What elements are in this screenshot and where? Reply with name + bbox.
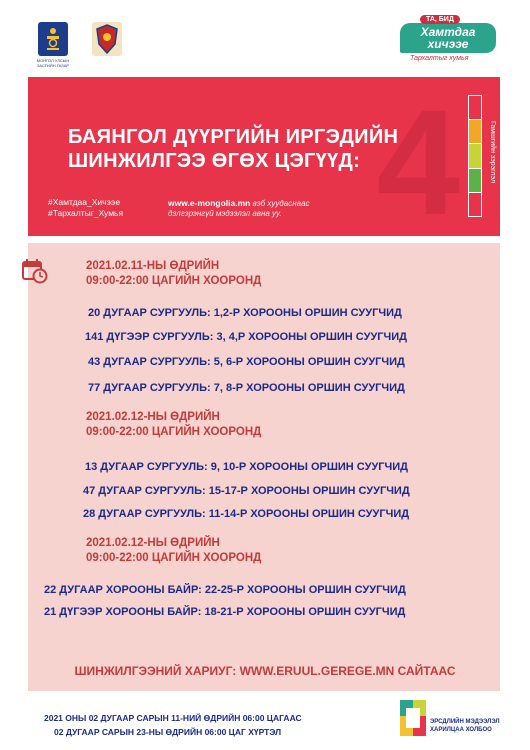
campaign-brand-logo <box>400 15 502 63</box>
session-time: 09:00-22:00 ЦАГИЙН ХООРОНД <box>86 552 262 564</box>
meter-segment <box>469 119 481 143</box>
brand-line1: Хамтдаа <box>420 25 476 39</box>
meter-label: Гамшгийн зэрэглэл <box>489 121 496 184</box>
list-item: 47 ДУГААР СУРГУУЛЬ: 15-17-Р ХОРООНЫ ОРШИН СУУГЧИД <box>83 485 410 497</box>
disaster-level-meter <box>468 95 482 217</box>
list-item: 141 ДҮГЭЭР СУРГУУЛЬ: 3, 4,Р ХОРООНЫ ОРШИН СУУГЧИД <box>85 331 407 343</box>
website-link[interactable]: www.e-mongolia.mn <box>168 198 251 208</box>
calendar-clock-icon <box>22 258 48 284</box>
session-date: 2021.02.12-НЫ ӨДРИЙН <box>86 411 220 423</box>
brand-tag: ТА, БИД <box>420 15 460 24</box>
list-item: 28 ДУГААР СУРГУУЛЬ: 11-14-Р ХОРООНЫ ОРШИН СУУГЧИД <box>83 508 410 520</box>
org-line2: ХАРИЛЦАА ХОЛБОО <box>430 727 492 733</box>
brand-subtitle: Тархалтыг хумья <box>410 55 469 62</box>
session-1-datetime <box>86 259 261 289</box>
meter-segment <box>469 96 481 119</box>
results-notice: ШИНЖИЛГЭЭНИЙ ХАРИУГ: WWW.ERUUL.GEREGE.MN САЙТААС <box>74 664 456 678</box>
session-2-datetime <box>86 410 261 440</box>
police-emblem-icon <box>92 22 122 56</box>
hashtag-2: #Тархалтыг_Хумья <box>48 208 124 218</box>
org-name <box>430 718 500 734</box>
top-logos <box>28 22 122 68</box>
website-text-2: дэлгэрэнгүй мэдээлэл авна уу. <box>168 209 282 218</box>
brand-line2: хичээе <box>427 37 469 51</box>
list-item: 43 ДУГААР СУРГУУЛЬ: 5, 6-Р ХОРООНЫ ОРШИН СУУГЧИД <box>88 356 405 368</box>
list-item: 77 ДУГААР СУРГУУЛЬ: 7, 8-Р ХОРООНЫ ОРШИН СУУГЧИД <box>88 382 405 394</box>
session-time: 09:00-22:00 ЦАГИЙН ХООРОНД <box>86 275 262 287</box>
hashtags <box>48 197 123 219</box>
list-item: 22 ДУГААР ХОРООНЫ БАЙР: 22-25-Р ХОРООНЫ ОРШИН СУУГЧИД <box>44 584 406 596</box>
title-line2: ШИНЖИЛГЭЭ ӨГӨХ ЦЭГҮҮД: <box>68 150 361 172</box>
org-line1: ЭРСДЛИЙН МЭДЭЭЛЭЛ <box>430 719 500 725</box>
website-note <box>168 198 310 219</box>
session-time: 09:00-22:00 ЦАГИЙН ХООРОНД <box>86 426 262 438</box>
brand-bubble <box>400 23 496 53</box>
validity-line1: 2021 ОНЫ 02 ДУГААР САРЫН 11-НИЙ ӨДРИЙН 06:00 ЦАГААС <box>44 713 302 723</box>
government-logo <box>28 22 78 68</box>
session-3-datetime <box>86 536 261 566</box>
org-logo-icon <box>400 700 426 736</box>
meter-segment <box>469 143 481 167</box>
hashtag-1: #Хамтдаа_Хичээе <box>48 197 121 207</box>
meter-segment <box>469 192 481 216</box>
hero-big-number: 4 <box>376 78 460 236</box>
government-caption: МОНГОЛ УЛСЫН ЗАСГИЙН ГАЗАР <box>36 58 70 68</box>
soyombo-emblem-icon <box>38 22 68 56</box>
validity-period <box>44 711 302 739</box>
list-item: 13 ДУГААР СУРГУУЛЬ: 9, 10-Р ХОРООНЫ ОРШИН СУУГЧИД <box>85 461 409 473</box>
list-item: 20 ДУГААР СУРГУУЛЬ: 1,2-Р ХОРООНЫ ОРШИН СУУГЧИД <box>88 307 402 319</box>
page-title <box>68 125 398 173</box>
title-line1: БАЯНГОЛ ДҮҮРГИЙН ИРГЭДИЙН <box>68 126 399 148</box>
list-item: 21 ДҮГЭЭР ХОРООНЫ БАЙР: 18-21-Р ХОРООНЫ ОРШИН СУУГЧИД <box>44 606 406 618</box>
session-date: 2021.02.11-НЫ ӨДРИЙН <box>86 260 220 272</box>
session-date: 2021.02.12-НЫ ӨДРИЙН <box>86 537 220 549</box>
website-text-1: вэб хуудаснаас <box>250 199 310 208</box>
hero-banner <box>28 77 500 236</box>
meter-segment <box>469 168 481 192</box>
validity-line2: 02 ДУГААР САРЫН 23-НЫ ӨДРИЙН 06:00 ЦАГ ХҮРТЭЛ <box>54 727 282 737</box>
